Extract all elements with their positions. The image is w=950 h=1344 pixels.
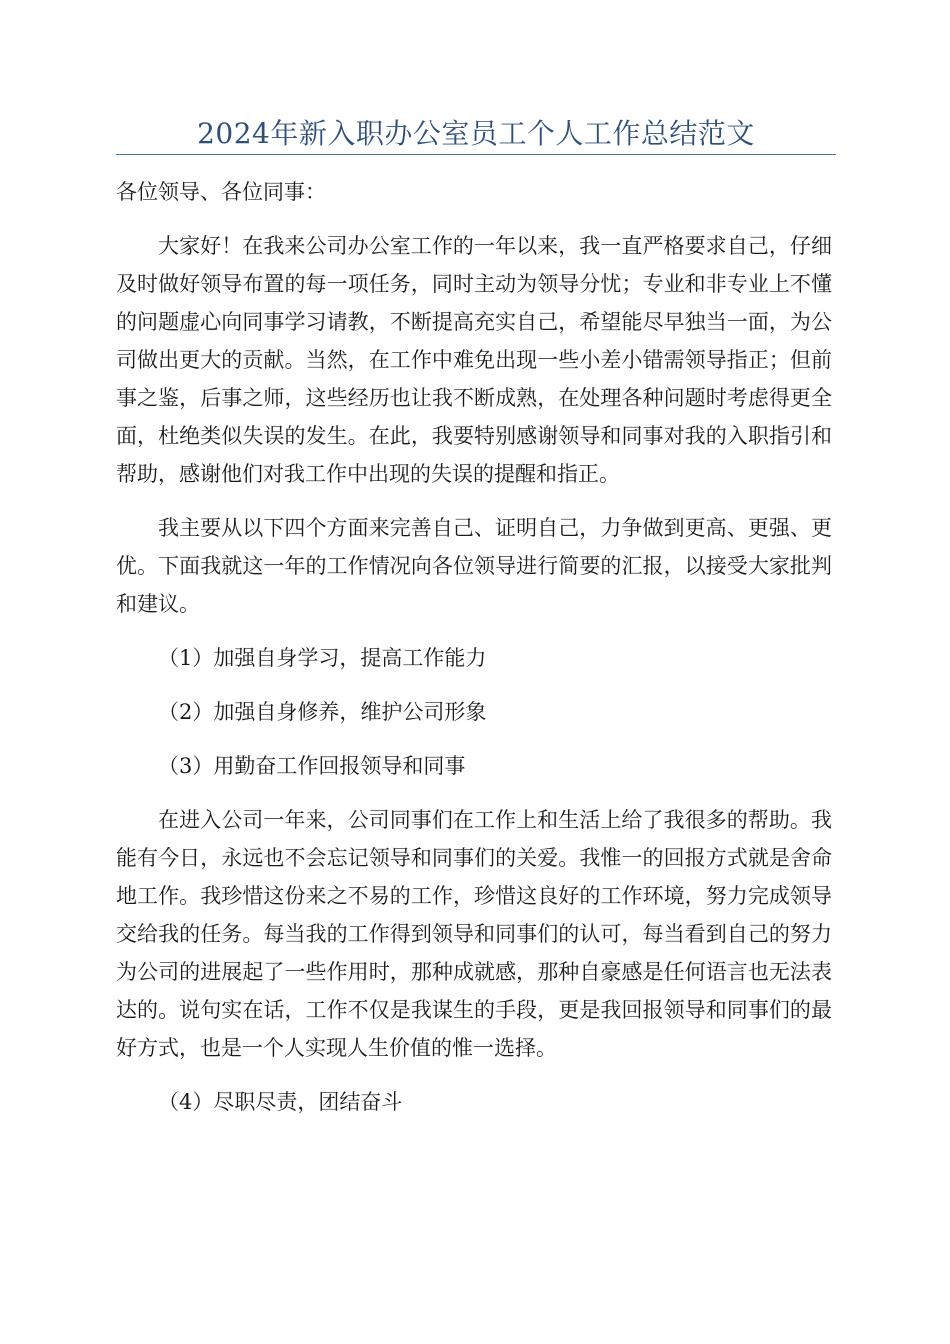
list-item-1: （1）加强自身学习，提高工作能力 <box>158 646 487 670</box>
list-item-4: （4）尽职尽责，团结奋斗 <box>158 1090 403 1114</box>
document-body <box>116 173 832 1137</box>
list-item-3: （3）用勤奋工作回报领导和同事 <box>158 754 466 778</box>
paragraph-greeting: 大家好！在我来公司办公室工作的一年以来，我一直严格要求自己，仔细及时做好领导布置的每一项任务，同时主动为领导分忧；专业和非专业上不懂的问题虚心向同事学习请教，不断提高充实自己，希望能尽早独当一面，为公司做出更大的贡献。当然，在工作中难免出现一些小差小错需领导指正；但前事之鉴，后事之师，这些经历也让我不断成熟，在处理各种问题时考虑得更全面，杜绝类似失误的发生。在此，我要特别感谢领导和同事对我的入职指引和帮助，感谢他们对我工作中出现的失误的提醒和指正。 <box>116 234 832 486</box>
paragraph-gratitude: 在进入公司一年来，公司同事们在工作上和生活上给了我很多的帮助。我能有今日，永远也不会忘记领导和同事们的关爱。我惟一的回报方式就是舍命地工作。我珍惜这份来之不易的工作，珍惜这良好的工作环境，努力完成领导交给我的任务。每当我的工作得到领导和同事们的认可，每当看到自己的努力为公司的进展起了一些作用时，那种成就感，那种自豪感是任何语言也无法表达的。说句实在话，工作不仅是我谋生的手段，更是我回报领导和同事们的最好方式，也是一个人实现人生价值的惟一选择。 <box>116 808 832 1060</box>
document-title: 2024年新入职办公室员工个人工作总结范文 <box>197 117 755 150</box>
paragraph-overview: 我主要从以下四个方面来完善自己、证明自己，力争做到更高、更强、更优。下面我就这一年的工作情况向各位领导进行简要的汇报，以接受大家批判和建议。 <box>116 516 832 616</box>
salutation: 各位领导、各位同事： <box>116 180 326 204</box>
title-underline <box>116 154 836 155</box>
list-item-2: （2）加强自身修养，维护公司形象 <box>158 700 487 724</box>
